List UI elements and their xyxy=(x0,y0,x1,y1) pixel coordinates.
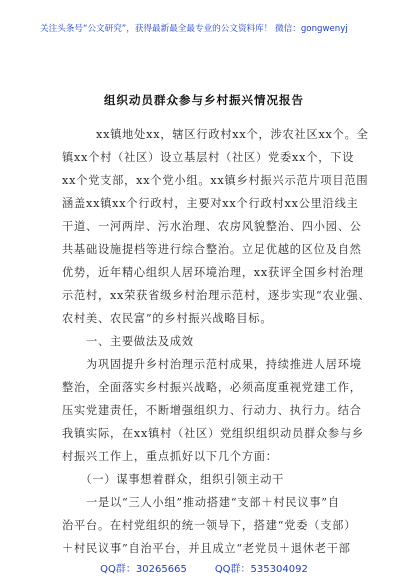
body-line: xx镇地处xx，辖区行政村xx个，涉农社区xx个。全 xyxy=(72,128,369,141)
document-title: 组织动员群众参与乡村振兴情况报告 xyxy=(104,93,304,107)
qq-group-2: QQ群：535304092 xyxy=(214,564,308,575)
body-line: 示范村，xx荣获省级乡村治理示范村，逐步实现“农业强、 xyxy=(62,289,371,302)
section-heading: 一、主要做法及成效 xyxy=(62,335,194,348)
promo-header: 关注头条号“公文研究”，获得最新最全最专业的公文资料库！ 微信：gongwenyj xyxy=(40,24,348,34)
qq-group-1: QQ群：30265665 xyxy=(100,564,187,575)
body-line: 优势，近年精心组织人居环境治理，xx获评全国乡村治理 xyxy=(62,266,364,279)
body-line: 干道、一河两岸、污水治理、农房风貌整治、四小园、公 xyxy=(62,220,362,233)
body-line: 治平台。在村党组织的统一领导下，搭建“党委（支部） xyxy=(62,519,357,532)
subsection-heading: （一）谋事想着群众，组织引领主动干 xyxy=(62,473,285,486)
body-line: 村振兴工作上，重点抓好以下几个方面： xyxy=(62,450,278,463)
body-line: 为巩固提升乡村治理示范村成果，持续推进人居环境 xyxy=(62,358,362,371)
body-line: ＋村民议事”自治平台，并且成立“老党员＋退休老干部 xyxy=(62,542,351,555)
body-line: 整治，全面落实乡村振兴战略，必须高度重视党建工作， xyxy=(62,381,362,394)
body-line: 涵盖xx镇xx个行政村，主要对xx个行政村xx公里沿线主 xyxy=(62,197,359,210)
body-line: 压实党建责任，不断增强组织力、行动力、执行力。结合 xyxy=(62,404,362,417)
body-line: 一是以“三人小组”推动搭建“支部＋村民议事”自 xyxy=(62,496,340,509)
body-line: 镇xx个村（社区）设立基层村（社区）党委xx个，下设 xyxy=(62,151,355,164)
body-line: 我镇实际，在xx镇村（社区）党组织组织动员群众参与乡 xyxy=(62,427,364,440)
body-line: 农村美、农民富”的乡村振兴战略目标。 xyxy=(62,312,273,325)
footer-contacts xyxy=(0,560,408,575)
body-line: 共基础设施提档等进行综合整治。立足优越的区位及自然 xyxy=(62,243,362,256)
body-line: xx个党支部，xx个党小组。xx镇乡村振兴示范片项目范围 xyxy=(62,174,369,187)
